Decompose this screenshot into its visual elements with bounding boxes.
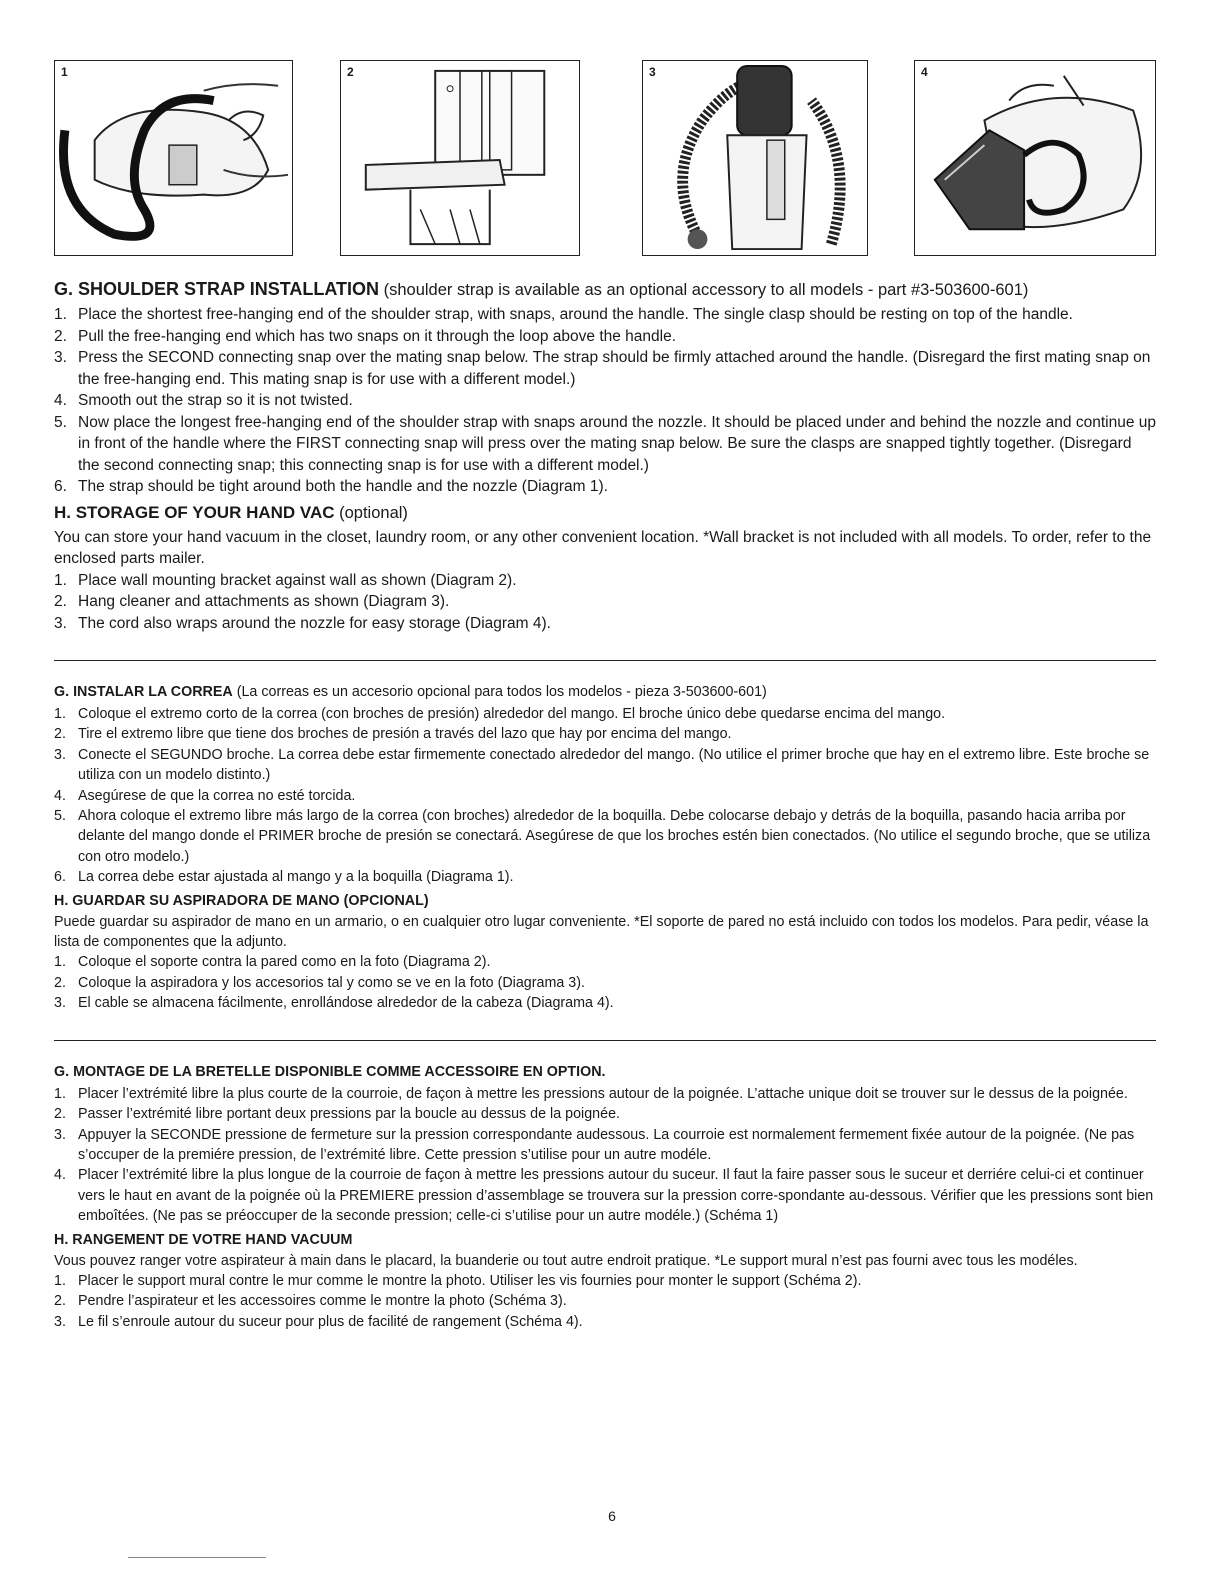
diagram-3 — [642, 60, 868, 256]
rangement-intro: Vous pouvez ranger votre aspirateur à main dans le placard, la buanderie ou tout autre endroit pratique. *Le support mural n’est pas fourni avec tous les modéles. — [54, 1252, 1078, 1269]
storage-intro: You can store your hand vacuum in the closet, laundry room, or any other convenient location. *Wall bracket is not included with all models. To order, refer to the enclosed parts mailer. — [54, 528, 1152, 567]
list-item: 6. The strap should be tight around both the handle and the nozzle (Diagram 1). — [54, 478, 608, 495]
guardar-intro: Puede guardar su aspirador de mano en un armario, o en cualquier otro lugar conveniente. *El soporte de pared no está incluido con todos los modelos. Para pedir, véase la lista de componentes que la adjunto. — [54, 913, 1149, 951]
section-note: (La correas es un accesorio opcional para todos los modelos - pieza 3-503600-601) — [236, 684, 767, 700]
section-title: G. MONTAGE DE LA BRETELLE DISPONIBLE COMME ACCESSOIRE EN OPTION. — [54, 1063, 606, 1080]
correa-steps — [54, 704, 1156, 888]
diagram-1 — [54, 60, 293, 256]
list-item: 1. Place wall mounting bracket against wall as shown (Diagram 2). — [54, 571, 517, 589]
list-item: 5. Now place the longest free-hanging end of the shoulder strap with snaps around the nozzle. It should be placed under and behind the nozzle and continue up in front of the handle where the FIRST connecting snap will press over the mating snap below. Be sure the clasps are snapped tightly together. (Disregard the second connecting snap; this connecting snap is for use with a different model.) — [54, 413, 1156, 474]
list-item: 2. Passer l’extrémité libre portant deux pressions par la boucle au dessus de la poignée. — [54, 1106, 621, 1123]
section-note: (optional) — [339, 503, 408, 522]
english-section — [54, 278, 1156, 634]
footer-line — [128, 1557, 266, 1558]
rangement-steps — [54, 1271, 1156, 1332]
list-item: 1. Placer le support mural contre le mur comme le montre la photo. Utiliser les vis fournies pour monter le support (Schéma 2). — [54, 1272, 862, 1289]
list-item: 2. Hang cleaner and attachments as shown (Diagram 3). — [54, 593, 450, 610]
bretelle-heading — [54, 1063, 1156, 1082]
guardar-steps — [54, 952, 1156, 1013]
bretelle-steps — [54, 1084, 1156, 1227]
storage-heading — [54, 502, 1156, 524]
list-item: 1. Place the shortest free-hanging end of the shoulder strap, with snaps, around the handle. The single clasp should be resting on top of the handle. — [54, 306, 1073, 323]
storage-steps — [54, 570, 1156, 635]
spanish-section — [54, 683, 1156, 1014]
page-number: 6 — [608, 1508, 616, 1524]
list-item: 3. Le fil s’enroule autour du suceur pour plus de facilité de rangement (Schéma 4). — [54, 1313, 583, 1330]
cord-wrapped-nozzle-icon — [915, 61, 1155, 255]
list-item: 1. Coloque el extremo corto de la correa (con broches de presión) alrededor del mango. El broche único debe quedarse encima del mango. — [54, 706, 946, 722]
diagram-2 — [340, 60, 580, 256]
correa-heading — [54, 683, 1156, 702]
wall-mounting-bracket-icon — [341, 61, 579, 255]
section-note: (shoulder strap is available as an optional accessory to all models - part #3-503600-601) — [383, 281, 1029, 299]
hanging-vacuum-and-hose-icon — [643, 61, 867, 255]
shoulder-strap-heading — [54, 278, 1156, 301]
list-item: 3. El cable se almacena fácilmente, enrollándose alrededor de la cabeza (Diagrama 4). — [54, 995, 614, 1012]
manual-page — [54, 60, 1156, 1332]
section-title: G. SHOULDER STRAP INSTALLATION — [54, 279, 380, 299]
list-item: 1. Placer l’extrémité libre la plus courte de la courroie, de façon à mettre les pressions autour de la poignée. L’attache unique doit se trouver sur le dessus de la poignée. — [54, 1085, 1128, 1102]
shoulder-strap-steps — [54, 304, 1156, 498]
list-item: 2. Coloque la aspiradora y los accesorios tal y como se ve en la foto (Diagrama 3). — [54, 974, 585, 991]
section-title: G. INSTALAR LA CORREA — [54, 684, 233, 700]
list-item: 4. Asegúrese de que la correa no esté torcida. — [54, 787, 356, 804]
guardar-heading: H. GUARDAR SU ASPIRADORA DE MANO (OPCIONAL) — [54, 892, 429, 909]
list-item: 2. Pull the free-hanging end which has two snaps on it through the loop above the handle. — [54, 327, 677, 345]
list-item: 3. Appuyer la SECONDE pressione de fermeture sur la pression correspondante audessous. La courroie est normalement fermement fixée autour de la poignée. (Ne pas s’occuper de la premiére pression, de l’extrémité libre. Cette pression s’utilise pour un autre modéle. — [54, 1126, 1135, 1163]
diagram-number: 4 — [921, 65, 928, 79]
list-item: 2. Tire el extremo libre que tiene dos broches de presión a través del lazo que hay por encima del mango. — [54, 726, 732, 743]
section-divider — [54, 1040, 1156, 1041]
list-item: 5. Ahora coloque el extremo libre más largo de la correa (con broches) alrededor de la boquilla. Debe colocarse debajo y detrás de la boquilla, pasando hacia arriba por delante del mango donde el PRIMER broche de presión se conectará. Asegúrese de que los broches estén bien conectados. (No utilice el segundo broche, que se utiliza con otro modelo.) — [54, 808, 1151, 865]
list-item: 3. The cord also wraps around the nozzle for easy storage (Diagram 4). — [54, 614, 551, 632]
list-item: 1. Coloque el soporte contra la pared como en la foto (Diagrama 2). — [54, 954, 491, 971]
diagram-number: 1 — [61, 65, 68, 79]
diagram-4 — [914, 60, 1156, 256]
diagram-row — [54, 60, 1156, 258]
list-item: 4. Smooth out the strap so it is not twisted. — [54, 392, 353, 409]
list-item: 3. Conecte el SEGUNDO broche. La correa debe estar firmemente conectado alrededor del mango. (No utilice el primer broche que hay en el extremo libre. Este broche se utiliza con un modelo distinto.) — [54, 746, 1150, 784]
rangement-heading: H. RANGEMENT DE VOTRE HAND VACUUM — [54, 1231, 353, 1248]
vacuum-shoulder-strap-icon — [55, 61, 292, 255]
diagram-number: 3 — [649, 65, 656, 79]
diagram-number: 2 — [347, 65, 354, 79]
list-item: 6. La correa debe estar ajustada al mango y a la boquilla (Diagrama 1). — [54, 869, 514, 886]
section-title: H. STORAGE OF YOUR HAND VAC — [54, 502, 335, 522]
section-divider — [54, 660, 1156, 661]
list-item: 2. Pendre l’aspirateur et les accessoires comme le montre la photo (Schéma 3). — [54, 1293, 567, 1310]
list-item: 3. Press the SECOND connecting snap over the mating snap below. The strap should be firmly attached around the handle. (Disregard the first mating snap on the free-hanging end. This mating snap is for use with a different model.) — [54, 349, 1151, 388]
list-item: 4. Placer l’extrémité libre la plus longue de la courroie de façon à mettre les pressions autour du suceur. Il faut la faire passer sous le suceur et derriére celui-ci et continuer vers le haut en avant de la poignée où la PREMIERE pression d’assemblage se trouvera sur la pression corre-spondante au-dessous. Vérifier que les pressions sont bien emboîtées. (Ne pas se préoccuper de la seconde pression; celle-ci s’utilise pour un autre modéle.) (Schéma 1) — [54, 1167, 1154, 1225]
french-section — [54, 1063, 1156, 1332]
